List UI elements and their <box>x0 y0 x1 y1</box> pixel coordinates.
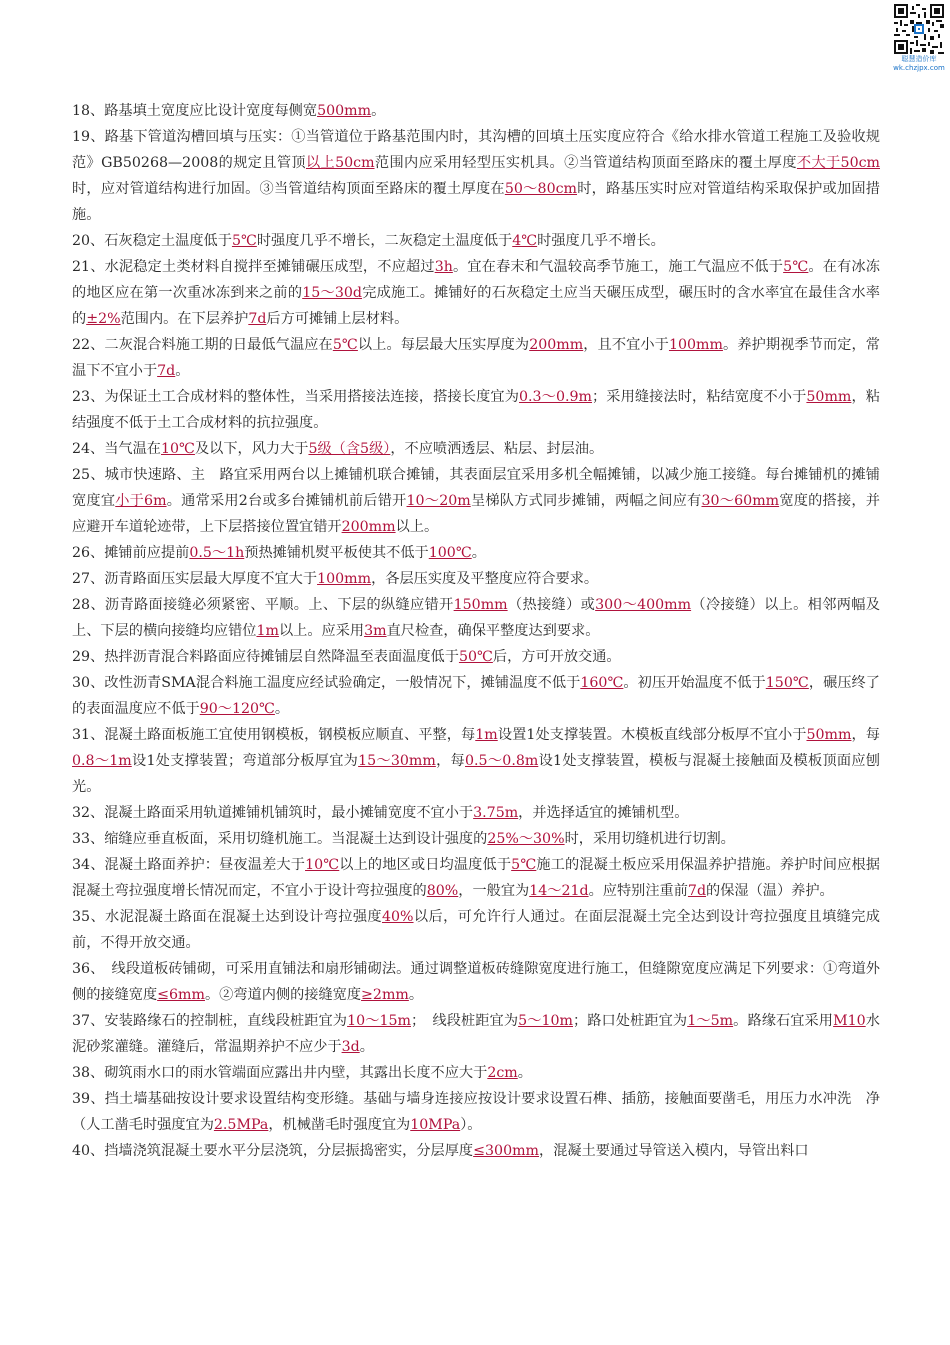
clause-text: 。 <box>371 103 386 119</box>
highlighted-value: 150℃ <box>765 675 809 691</box>
highlighted-value: M10 <box>833 1013 866 1029</box>
clause-paragraph <box>72 956 880 1008</box>
clause-paragraph <box>72 540 880 566</box>
highlighted-value: 7d <box>248 311 267 327</box>
highlighted-value: 10MPa <box>410 1117 461 1133</box>
highlighted-value: ≥2mm <box>361 987 409 1003</box>
clause-text: 。 <box>274 701 290 717</box>
clause-paragraph <box>72 98 880 124</box>
clause-text: 。在有冰冻的地区应在第一次重冰冻到来之前的 <box>72 259 880 301</box>
highlighted-value: 0.5～0.8m <box>465 753 539 769</box>
qr-code-block <box>890 4 948 73</box>
highlighted-value: 5级（含5级） <box>308 441 391 457</box>
clause-text: ，机械凿毛时强度宜为 <box>268 1117 411 1133</box>
clause-text: 26、摊铺前应提前 <box>72 545 190 561</box>
clause-text: 后，方可开放交通。 <box>492 649 621 665</box>
clause-paragraph <box>72 852 880 904</box>
highlighted-value: 80% <box>426 883 459 899</box>
highlighted-value: 50～80cm <box>504 181 578 197</box>
clause-text: 。 <box>517 1065 532 1081</box>
clause-text: 29、热拌沥青混合料路面应待摊铺层自然降温至表面温度低于 <box>72 649 459 665</box>
highlighted-value: 3d <box>341 1039 360 1055</box>
clause-text: ，碾压终了的表面温度应不低于 <box>72 675 880 717</box>
highlighted-value: 15～30d <box>302 285 362 301</box>
clause-text: 39、挡土墙基础按设计要求设置结构变形缝。基础与墙身连接应按设计要求设置石榫、插筋，接触面要凿毛，用压力水冲洗 净（人工凿毛时强度宜为 <box>72 1091 880 1133</box>
highlighted-value: 0.5～1h <box>189 545 245 561</box>
clause-text: 后方可摊铺上层材料。 <box>266 311 409 327</box>
clause-paragraph <box>72 722 880 800</box>
clause-text: 及以下，风力大于 <box>194 441 309 457</box>
clause-text: 38、砌筑雨水口的雨水管端面应露出井内壁，其露出长度不应大于 <box>72 1065 488 1081</box>
highlighted-value: 0.8～1m <box>72 753 132 769</box>
highlighted-value: 3m <box>364 623 387 639</box>
clause-text: ，每 <box>851 727 880 743</box>
clause-text: 以上的地区或日均温度低于 <box>339 857 512 873</box>
clause-paragraph <box>72 644 880 670</box>
highlighted-value: 5℃ <box>783 259 809 275</box>
highlighted-value: 100mm <box>668 337 723 353</box>
highlighted-value: 25%～30% <box>487 831 565 847</box>
highlighted-value: 50mm <box>806 389 852 405</box>
clause-text: 25、城市快速路、主 路宜采用两台以上摊铺机联合摊铺，其表面层宜采用多机全幅摊铺，以减少施工接缝。每台摊铺机的摊铺宽度宜 <box>72 467 880 509</box>
clause-text: 31、混凝土路面板施工宜使用钢模板，钢模板应顺直、平整，每 <box>72 727 476 743</box>
clause-text: ，不应喷洒透层、粘层、封层油。 <box>390 441 604 457</box>
highlighted-value: 5～10m <box>518 1013 573 1029</box>
clause-paragraph <box>72 826 880 852</box>
highlighted-value: 3h <box>434 259 453 275</box>
clause-text: ；采用缝接法时，粘结宽度不小于 <box>591 389 807 405</box>
clause-paragraph <box>72 670 880 722</box>
highlighted-value: 100mm <box>317 571 372 587</box>
highlighted-value: 10～15m <box>347 1013 411 1029</box>
clause-text: 。 <box>359 1039 374 1055</box>
highlighted-value: 4℃ <box>512 233 538 249</box>
qr-brand-text: 聪慧造价库 <box>901 55 937 63</box>
highlighted-value: 40% <box>381 909 414 925</box>
clause-paragraph <box>72 800 880 826</box>
highlighted-value: 160℃ <box>580 675 624 691</box>
highlighted-value: ≤6mm <box>157 987 205 1003</box>
clause-text: 时强度几乎不增长，二灰稳定土温度低于 <box>256 233 513 249</box>
highlighted-value: ≤300mm <box>473 1143 539 1159</box>
clause-text: ，各层压实度及平整度应符合要求。 <box>371 571 599 587</box>
clause-text: （热接缝）或 <box>507 597 596 613</box>
clause-text: （冷接缝）以上。相邻两幅及上、下层的横向接缝均应错位 <box>72 597 880 639</box>
clause-paragraph <box>72 462 880 540</box>
clause-text: 24、当气温在 <box>72 441 161 457</box>
clause-text: 设1处支撑装置；弯道部分板厚宜为 <box>131 753 359 769</box>
clause-text: 施工的混凝土板应采用保温养护措施。养护时间应根据混凝土弯拉强度增长情况而定，不宜小于设计弯拉强度的 <box>72 857 880 899</box>
highlighted-value: 1～5m <box>687 1013 734 1029</box>
clause-text: ，每 <box>435 753 466 769</box>
clause-paragraph <box>72 592 880 644</box>
highlighted-value: 1m <box>475 727 498 743</box>
clause-text: 以后，可允许行人通过。在面层混凝土完全达到设计弯拉强度且填缝完成前，不得开放交通。 <box>72 909 880 951</box>
clause-text: 。应特别注重前 <box>588 883 688 899</box>
clause-text: 。初压开始温度不低于 <box>623 675 766 691</box>
qr-code-icon <box>894 4 944 54</box>
highlighted-value: 15～30mm <box>358 753 436 769</box>
highlighted-value: 100℃ <box>428 545 472 561</box>
clause-text: 。 <box>408 987 424 1003</box>
highlighted-value: 30～60mm <box>701 493 780 509</box>
clause-paragraph <box>72 332 880 384</box>
clause-text: 23、为保证土工合成材料的整体性，当采用搭接法连接，搭接长度宜为 <box>72 389 519 405</box>
clause-text: ； 线段桩距宜为 <box>411 1013 519 1029</box>
clause-text: 。通常采用2台或多台摊铺机前后错开 <box>166 493 407 509</box>
clause-paragraph <box>72 1138 880 1164</box>
clause-text: 19、路基下管道沟槽回填与压实：①当管道位于路基范围内时，其沟槽的回填土压实度应符合《给水排水管道工程施工及验收规范》GB50268—2008的规定且管顶 <box>72 129 880 171</box>
highlighted-value: 10℃ <box>161 441 195 457</box>
document-body <box>72 98 880 1164</box>
clause-text: 宽度的搭接，并应避开车道轮迹带，上下层搭接位置宜错开 <box>72 493 880 535</box>
clause-text: 。养护期视季节而定，常温下不宜小于 <box>72 337 880 379</box>
clause-text: 设置1处支撑装置。木模板直线部分板厚不宜小于 <box>497 727 807 743</box>
clause-text: 34、混凝土路面养护：昼夜温差大于 <box>72 857 306 873</box>
highlighted-value: 5℃ <box>231 233 257 249</box>
clause-text: ，粘结强度不低于土工合成材料的抗拉强度。 <box>72 389 880 431</box>
highlighted-value: ±2% <box>86 311 121 327</box>
clause-text: 18、路基填土宽度应比设计宽度每侧宽 <box>72 103 318 119</box>
highlighted-value: 50mm <box>806 727 852 743</box>
clause-text: 以上。 <box>395 519 439 535</box>
qr-url-text: wk.chzjpx.com <box>893 64 945 72</box>
clause-text: 时，路基压实时应对管道结构采取保护或加固措施。 <box>72 181 880 223</box>
clause-text: 。②弯道内侧的接缝宽度 <box>204 987 362 1003</box>
clause-text: ，且不宜小于 <box>583 337 669 353</box>
highlighted-value: 90～120℃ <box>199 701 275 717</box>
clause-text: 预热摊铺机熨平板使其不低于 <box>244 545 429 561</box>
clause-text: 。路缘石宜采用 <box>733 1013 834 1029</box>
clause-paragraph <box>72 566 880 592</box>
highlighted-value: 500mm <box>317 103 372 119</box>
clause-text: 设1处支撑装置，模板与混凝土接触面及模板顶面应刨光。 <box>72 753 880 795</box>
clause-text: 直尺检查，确保平整度达到要求。 <box>386 623 600 639</box>
clause-paragraph <box>72 904 880 956</box>
highlighted-value: 10℃ <box>305 857 340 873</box>
clause-text: 21、水泥稳定土类材料自搅拌至摊铺碾压成型，不应超过 <box>72 259 435 275</box>
highlighted-value: 7d <box>687 883 707 899</box>
clause-text: 的保湿（温）养护。 <box>706 883 834 899</box>
clause-text: 37、安装路缘石的控制桩，直线段桩距宜为 <box>72 1013 348 1029</box>
highlighted-value: 不大于50cm <box>796 155 880 171</box>
highlighted-value: 50℃ <box>458 649 493 665</box>
highlighted-value: 2cm <box>487 1065 518 1081</box>
clause-paragraph <box>72 124 880 228</box>
clause-text: 。 <box>471 545 486 561</box>
clause-text: 时强度几乎不增长。 <box>537 233 665 249</box>
clause-text: 20、石灰稳定土温度低于 <box>72 233 232 249</box>
clause-paragraph <box>72 436 880 462</box>
clause-text: 32、混凝土路面采用轨道摊铺机铺筑时，最小摊铺宽度不宜小于 <box>72 805 474 821</box>
highlighted-value: 1m <box>256 623 279 639</box>
clause-text: 时，应对管道结构进行加固。③当管道结构顶面至路床的覆土厚度在 <box>72 181 505 197</box>
clause-text: 呈梯队方式同步摊铺，两幅之间应有 <box>470 493 702 509</box>
clause-text: ）。 <box>460 1117 482 1133</box>
clause-text: 35、水泥混凝土路面在混凝土达到设计弯拉强度 <box>72 909 382 925</box>
clause-text: 以上。应采用 <box>278 623 365 639</box>
clause-text: ，混凝土要通过导管送入模内，导管出料口 <box>539 1143 809 1159</box>
clause-text: ；路口处桩距宜为 <box>573 1013 688 1029</box>
clause-paragraph <box>72 254 880 332</box>
clause-text: 。宜在春末和气温较高季节施工，施工气温应不低于 <box>452 259 784 275</box>
clause-paragraph <box>72 1008 880 1060</box>
clause-paragraph <box>72 1060 880 1086</box>
highlighted-value: 300～400mm <box>595 597 692 613</box>
highlighted-value: 5℃ <box>332 337 358 353</box>
clause-text: 完成施工。摊铺好的石灰稳定土应当天碾压成型，碾压时的含水率宜在最佳含水率的 <box>72 285 880 327</box>
highlighted-value: 2.5MPa <box>213 1117 269 1133</box>
clause-text: 以上。每层最大压实厚度为 <box>357 337 530 353</box>
clause-paragraph <box>72 384 880 436</box>
highlighted-value: 200mm <box>341 519 396 535</box>
clause-text: 范围内。在下层养护 <box>120 311 249 327</box>
highlighted-value: 10～20m <box>406 493 471 509</box>
clause-text: 30、改性沥青SMA混合料施工温度应经试验确定，一般情况下，摊铺温度不低于 <box>72 675 581 691</box>
clause-text: 水泥砂浆灌缝。灌缝后，常温期养护不应少于 <box>72 1013 880 1055</box>
clause-text: ，一般宜为 <box>458 883 530 899</box>
highlighted-value: 150mm <box>453 597 508 613</box>
highlighted-value: 14～21d <box>529 883 589 899</box>
highlighted-value: 以上50cm <box>305 155 375 171</box>
clause-text: 27、沥青路面压实层最大厚度不宜大于 <box>72 571 318 587</box>
highlighted-value: 7d <box>157 363 176 379</box>
highlighted-value: 小于6m <box>115 493 167 509</box>
clause-text: 范围内应采用轻型压实机具。②当管道结构顶面至路床的覆土厚度 <box>374 155 797 171</box>
highlighted-value: 200mm <box>529 337 584 353</box>
clause-text: ，并选择适宜的摊铺机型。 <box>518 805 689 821</box>
clause-text: 22、二灰混合料施工期的日最低气温应在 <box>72 337 333 353</box>
clause-text: 40、挡墙浇筑混凝土要水平分层浇筑，分层振捣密实，分层厚度 <box>72 1143 474 1159</box>
clause-paragraph <box>72 228 880 254</box>
highlighted-value: 3.75m <box>473 805 519 821</box>
clause-text: 时，采用切缝机进行切割。 <box>564 831 735 847</box>
clause-text: 。 <box>175 363 190 379</box>
highlighted-value: 0.3～0.9m <box>519 389 592 405</box>
clause-paragraph <box>72 1086 880 1138</box>
clause-text: 28、沥青路面接缝必须紧密、平顺。上、下层的纵缝应错开 <box>72 597 454 613</box>
highlighted-value: 5℃ <box>511 857 537 873</box>
clause-text: 36、 线段道板砖铺砌，可采用直铺法和扇形铺砌法。通过调整道板砖缝隙宽度进行施工，但缝隙宽度应满足下列要求：①弯道外侧的接缝宽度 <box>72 961 880 1003</box>
clause-text: 33、缩缝应垂直板面，采用切缝机施工。当混凝土达到设计强度的 <box>72 831 488 847</box>
